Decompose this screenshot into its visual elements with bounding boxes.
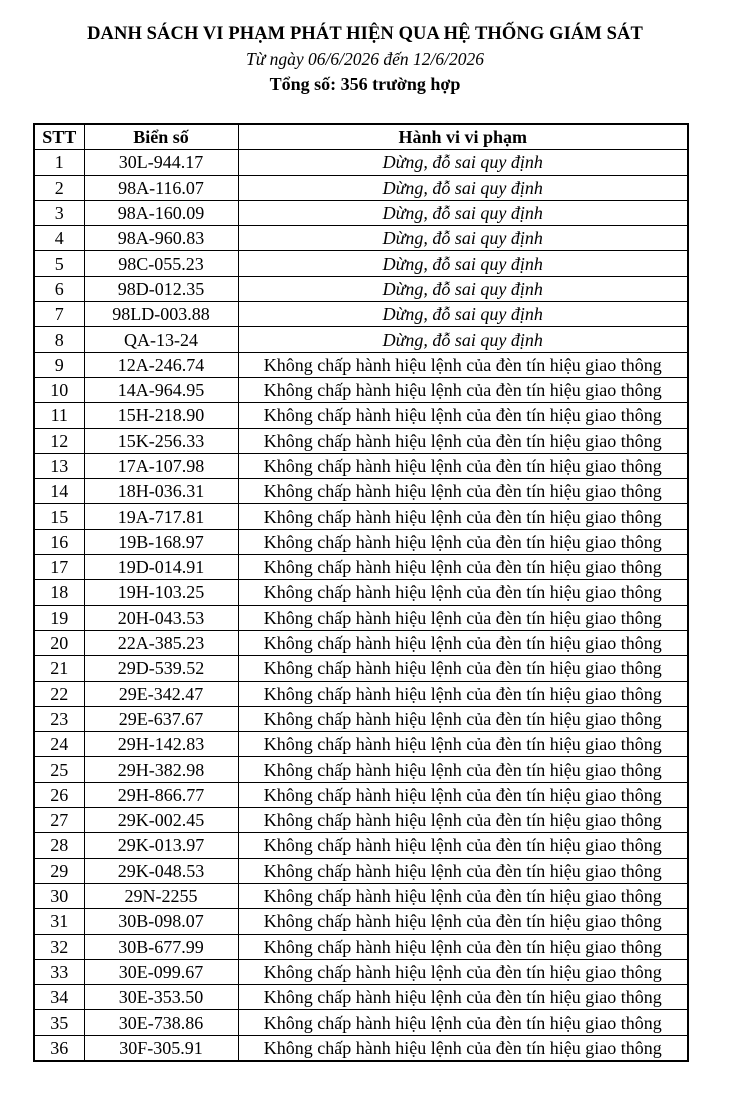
document-title: DANH SÁCH VI PHẠM PHÁT HIỆN QUA HỆ THỐNG GIÁM SÁT [87,24,643,44]
table-row [34,453,688,478]
row-violation: Không chấp hành hiệu lệnh của đèn tín hiệu giao thông [238,1035,688,1061]
row-violation: Không chấp hành hiệu lệnh của đèn tín hiệu giao thông [238,605,688,630]
row-violation: Không chấp hành hiệu lệnh của đèn tín hiệu giao thông [238,706,688,731]
row-stt: 1 [34,150,84,175]
row-violation: Không chấp hành hiệu lệnh của đèn tín hiệu giao thông [238,883,688,908]
row-violation: Không chấp hành hiệu lệnh của đèn tín hiệu giao thông [238,504,688,529]
row-plate: 20H-043.53 [84,605,238,630]
date-range: Từ ngày 06/6/2026 đến 12/6/2026 [245,49,484,69]
row-stt: 3 [34,200,84,225]
table-row [34,251,688,276]
row-stt: 23 [34,706,84,731]
row-plate: 15K-256.33 [84,428,238,453]
row-violation: Không chấp hành hiệu lệnh của đèn tín hiệu giao thông [238,681,688,706]
row-plate: 29K-048.53 [84,858,238,883]
table-row [34,377,688,402]
row-violation: Không chấp hành hiệu lệnh của đèn tín hiệu giao thông [238,479,688,504]
row-plate: 98C-055.23 [84,251,238,276]
row-stt: 4 [34,226,84,251]
row-stt: 29 [34,858,84,883]
table-row [34,327,688,352]
table-row [34,858,688,883]
row-stt: 34 [34,985,84,1010]
row-plate: 29H-866.77 [84,782,238,807]
table-row [34,504,688,529]
table-row [34,529,688,554]
row-stt: 6 [34,276,84,301]
table-row [34,883,688,908]
row-stt: 16 [34,529,84,554]
row-violation: Không chấp hành hiệu lệnh của đèn tín hiệu giao thông [238,782,688,807]
table-row [34,276,688,301]
row-violation: Không chấp hành hiệu lệnh của đèn tín hiệu giao thông [238,428,688,453]
row-violation: Dừng, đỗ sai quy định [238,327,688,352]
row-stt: 36 [34,1035,84,1061]
row-violation: Dừng, đỗ sai quy định [238,150,688,175]
row-stt: 9 [34,352,84,377]
row-violation: Không chấp hành hiệu lệnh của đèn tín hiệu giao thông [238,352,688,377]
row-violation: Không chấp hành hiệu lệnh của đèn tín hiệu giao thông [238,909,688,934]
table-row [34,605,688,630]
row-stt: 28 [34,833,84,858]
row-stt: 5 [34,251,84,276]
table-row [34,934,688,959]
row-violation: Không chấp hành hiệu lệnh của đèn tín hiệu giao thông [238,732,688,757]
row-stt: 13 [34,453,84,478]
header-plate: Biển số [84,124,238,150]
row-stt: 35 [34,1010,84,1035]
row-violation: Không chấp hành hiệu lệnh của đèn tín hiệu giao thông [238,630,688,655]
row-stt: 14 [34,479,84,504]
row-plate: 14A-964.95 [84,377,238,402]
table-row [34,681,688,706]
row-plate: 15H-218.90 [84,403,238,428]
row-violation: Dừng, đỗ sai quy định [238,276,688,301]
table-row [34,352,688,377]
row-plate: 19H-103.25 [84,580,238,605]
row-plate: 30B-098.07 [84,909,238,934]
table-row [34,555,688,580]
row-violation: Không chấp hành hiệu lệnh của đèn tín hiệu giao thông [238,858,688,883]
row-stt: 27 [34,808,84,833]
table-row [34,732,688,757]
row-stt: 10 [34,377,84,402]
row-stt: 21 [34,656,84,681]
total-count: Tổng số: 356 trường hợp [269,74,461,94]
header-stt: STT [34,124,84,150]
row-violation: Không chấp hành hiệu lệnh của đèn tín hiệu giao thông [238,808,688,833]
row-violation: Không chấp hành hiệu lệnh của đèn tín hiệu giao thông [238,757,688,782]
table-row [34,656,688,681]
row-plate: 30E-738.86 [84,1010,238,1035]
header-violation: Hành vi vi phạm [238,124,688,150]
row-violation: Không chấp hành hiệu lệnh của đèn tín hiệu giao thông [238,656,688,681]
row-plate: QA-13-24 [84,327,238,352]
row-plate: 98D-012.35 [84,276,238,301]
table-row [34,428,688,453]
table-row [34,226,688,251]
table-row [34,808,688,833]
table-header-row [34,124,688,150]
row-plate: 29N-2255 [84,883,238,908]
row-violation: Không chấp hành hiệu lệnh của đèn tín hiệu giao thông [238,959,688,984]
row-stt: 30 [34,883,84,908]
row-plate: 19B-168.97 [84,529,238,554]
row-plate: 18H-036.31 [84,479,238,504]
table-row [34,706,688,731]
row-stt: 20 [34,630,84,655]
row-stt: 17 [34,555,84,580]
document-header [0,22,730,96]
table-row [34,1035,688,1061]
row-plate: 29D-539.52 [84,656,238,681]
row-stt: 33 [34,959,84,984]
row-stt: 31 [34,909,84,934]
table-row [34,782,688,807]
row-violation: Không chấp hành hiệu lệnh của đèn tín hiệu giao thông [238,985,688,1010]
row-stt: 22 [34,681,84,706]
row-stt: 2 [34,175,84,200]
row-plate: 12A-246.74 [84,352,238,377]
row-plate: 98A-960.83 [84,226,238,251]
row-violation: Không chấp hành hiệu lệnh của đèn tín hiệu giao thông [238,1010,688,1035]
row-plate: 29E-342.47 [84,681,238,706]
row-plate: 30E-353.50 [84,985,238,1010]
row-violation: Dừng, đỗ sai quy định [238,251,688,276]
row-plate: 30E-099.67 [84,959,238,984]
row-stt: 11 [34,403,84,428]
table-row [34,403,688,428]
row-stt: 32 [34,934,84,959]
row-stt: 26 [34,782,84,807]
row-plate: 17A-107.98 [84,453,238,478]
row-violation: Dừng, đỗ sai quy định [238,302,688,327]
violations-table [33,123,689,1062]
row-violation: Không chấp hành hiệu lệnh của đèn tín hiệu giao thông [238,377,688,402]
row-stt: 18 [34,580,84,605]
table-row [34,630,688,655]
row-plate: 30F-305.91 [84,1035,238,1061]
table-row [34,959,688,984]
row-plate: 22A-385.23 [84,630,238,655]
row-stt: 25 [34,757,84,782]
table-row [34,833,688,858]
row-stt: 7 [34,302,84,327]
row-violation: Không chấp hành hiệu lệnh của đèn tín hiệu giao thông [238,833,688,858]
row-plate: 29K-002.45 [84,808,238,833]
row-violation: Dừng, đỗ sai quy định [238,226,688,251]
row-plate: 29K-013.97 [84,833,238,858]
table-row [34,200,688,225]
table-row [34,909,688,934]
row-plate: 29E-637.67 [84,706,238,731]
table-row [34,757,688,782]
row-plate: 98A-160.09 [84,200,238,225]
row-plate: 30B-677.99 [84,934,238,959]
row-plate: 29H-142.83 [84,732,238,757]
row-violation: Không chấp hành hiệu lệnh của đèn tín hiệu giao thông [238,453,688,478]
row-violation: Không chấp hành hiệu lệnh của đèn tín hiệu giao thông [238,529,688,554]
row-plate: 30L-944.17 [84,150,238,175]
row-violation: Không chấp hành hiệu lệnh của đèn tín hiệu giao thông [238,934,688,959]
row-plate: 29H-382.98 [84,757,238,782]
row-plate: 19A-717.81 [84,504,238,529]
table-row [34,150,688,175]
table-row [34,1010,688,1035]
row-plate: 19D-014.91 [84,555,238,580]
table-row [34,302,688,327]
table-row [34,175,688,200]
row-stt: 12 [34,428,84,453]
table-row [34,985,688,1010]
row-stt: 8 [34,327,84,352]
row-stt: 24 [34,732,84,757]
row-violation: Dừng, đỗ sai quy định [238,200,688,225]
table-row [34,479,688,504]
row-violation: Không chấp hành hiệu lệnh của đèn tín hiệu giao thông [238,555,688,580]
row-violation: Không chấp hành hiệu lệnh của đèn tín hiệu giao thông [238,580,688,605]
row-stt: 19 [34,605,84,630]
row-plate: 98LD-003.88 [84,302,238,327]
row-stt: 15 [34,504,84,529]
row-plate: 98A-116.07 [84,175,238,200]
table-row [34,580,688,605]
row-violation: Không chấp hành hiệu lệnh của đèn tín hiệu giao thông [238,403,688,428]
row-violation: Dừng, đỗ sai quy định [238,175,688,200]
